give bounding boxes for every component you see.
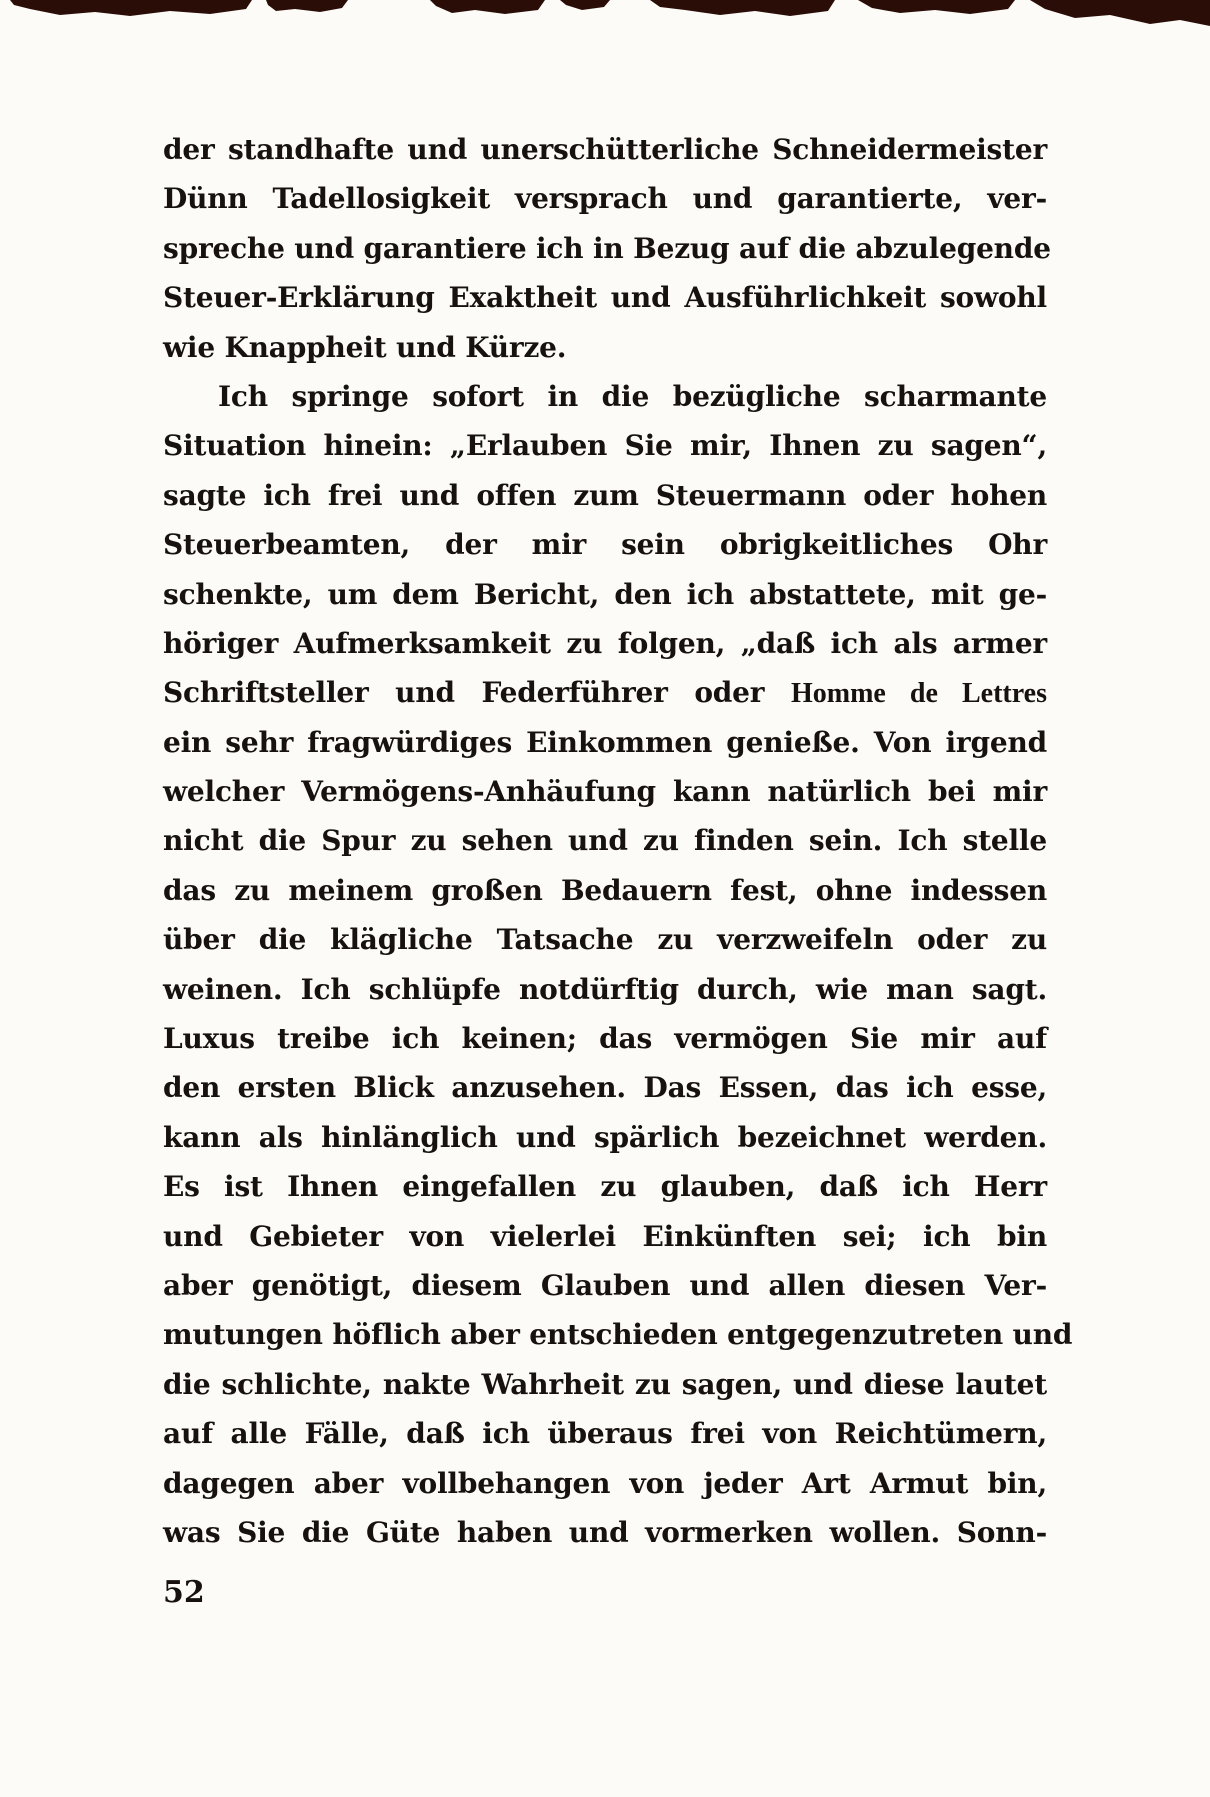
text-line: sagte ich frei und offen zum Steuermann oder hohen bbox=[163, 478, 1047, 512]
text-line: den ersten Blick anzusehen. Das Essen, das ich esse, bbox=[163, 1071, 1047, 1105]
text-line: spreche und garantiere ich in Bezug auf die abzulegende bbox=[163, 231, 1051, 265]
text-line: mutungen höflich aber entschieden entgegenzutreten und bbox=[163, 1318, 1073, 1352]
text-line: der standhafte und unerschütterliche Schneidermeister bbox=[163, 133, 1047, 166]
text-line: die schlichte, nakte Wahrheit zu sagen, und diese lautet bbox=[163, 1367, 1047, 1401]
text-line: das zu meinem großen Bedauern fest, ohne indessen bbox=[163, 873, 1047, 907]
text-line: Steuerbeamten, der mir sein obrigkeitliches Ohr bbox=[163, 528, 1047, 562]
text-line: über die klägliche Tatsache zu verzweifeln oder zu bbox=[163, 923, 1047, 957]
text-line: und Gebieter von vielerlei Einkünften sei; ich bin bbox=[163, 1219, 1047, 1253]
text-line: ein sehr fragwürdiges Einkommen genieße. Von irgend bbox=[163, 725, 1047, 759]
text-line: Luxus treibe ich keinen; das vermögen Sie mir auf bbox=[163, 1022, 1047, 1056]
text-line: Steuer-Erklärung Exaktheit und Ausführlichkeit sowohl bbox=[163, 281, 1047, 315]
text-line-paragraph-end: wie Knappheit und Kürze. bbox=[163, 330, 567, 364]
text-line bbox=[163, 668, 1047, 717]
text-line: was Sie die Güte haben und vormerken wollen. Sonn- bbox=[163, 1515, 1047, 1549]
text-line: weinen. Ich schlüpfe notdürftig durch, wie man sagt. bbox=[163, 972, 1047, 1006]
text-block bbox=[163, 125, 1073, 1557]
text-line: Situation hinein: „Erlauben Sie mir, Ihnen zu sagen“, bbox=[163, 429, 1047, 463]
text-line: auf alle Fälle, daß ich überaus frei von Reichtümern, bbox=[163, 1417, 1047, 1451]
text-line: höriger Aufmerksamkeit zu folgen, „daß ich als armer bbox=[163, 626, 1047, 660]
text-line: welcher Vermögens-Anhäufung kann natürlich bei mir bbox=[163, 775, 1047, 809]
page-number: 52 bbox=[163, 1575, 205, 1610]
scan-edge-artifact bbox=[0, 0, 1210, 32]
antiqua-phrase: Homme de Lettres bbox=[790, 678, 1048, 710]
text-line: nicht die Spur zu sehen und zu finden sein. Ich stelle bbox=[163, 824, 1047, 858]
text-line: Es ist Ihnen eingefallen zu glauben, daß ich Herr bbox=[163, 1170, 1047, 1204]
fraktur-text: Schriftsteller und Federführer oder bbox=[163, 676, 791, 710]
text-line: Dünn Tadellosigkeit versprach und garantierte, ver- bbox=[163, 182, 1047, 216]
text-line: schenkte, um dem Bericht, den ich abstattete, mit ge- bbox=[163, 577, 1047, 611]
text-line: kann als hinlänglich und spärlich bezeichnet werden. bbox=[163, 1120, 1047, 1154]
text-line: aber genötigt, diesem Glauben und allen diesen Ver- bbox=[163, 1268, 1047, 1302]
text-line: dagegen aber vollbehangen von jeder Art Armut bin, bbox=[163, 1466, 1047, 1500]
text-line-paragraph-start: Ich springe sofort in die bezügliche scharmante bbox=[218, 379, 1047, 413]
